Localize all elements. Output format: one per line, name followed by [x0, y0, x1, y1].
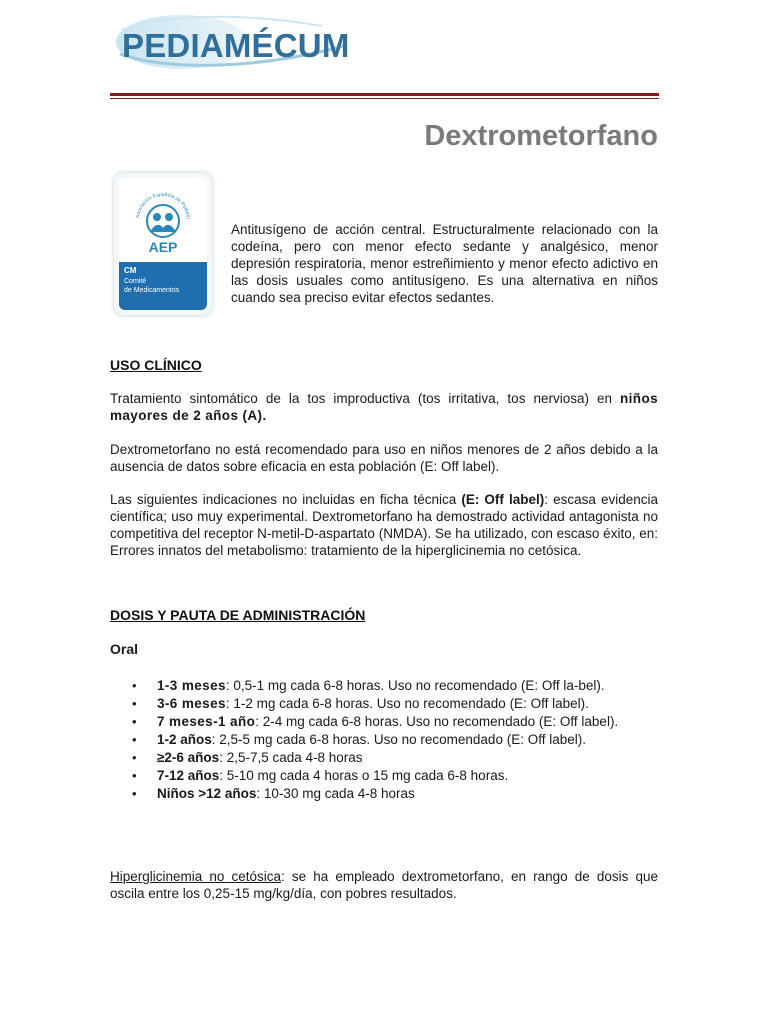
- uso-clinico-paragraph-1: [110, 390, 658, 424]
- bullet-icon: •: [132, 732, 137, 747]
- dose-age: 7-12 años: [157, 768, 220, 783]
- logo-wordmark: PEDIAMÉCUM: [122, 27, 350, 64]
- committee-line1: Comité: [124, 278, 147, 285]
- dose-list: [110, 677, 658, 803]
- bullet-icon: •: [132, 678, 137, 693]
- dose-age: ≥2-6 años: [157, 750, 220, 765]
- dose-item: [110, 749, 658, 766]
- dose-text: : 2,5-7,5 cada 4-8 horas: [219, 750, 363, 765]
- committee-band: [119, 262, 207, 310]
- aep-badge: [114, 173, 212, 315]
- pediamecum-logo: [112, 10, 357, 74]
- hiper-label: Hiperglicinemia no cetósica: [110, 869, 282, 884]
- dose-age: 1-2 años: [157, 732, 212, 747]
- uso-p3-b: : escasa evidencia científica; uso muy experimental. Dextrometorfano ha demostrado actividad antagonista no competitiva del receptor N-metil-D-aspartato (NMDA). Se ha utilizado, con escaso éxito, en: Errores innatos del metabolismo: tratamiento de la hiperglicinemia no cetósica.: [110, 492, 659, 558]
- aep-arc-text: Asociación Española de Pediatrí: [135, 191, 191, 220]
- dose-text: : 10-30 mg cada 4-8 horas: [256, 786, 415, 801]
- dose-age: Niños >12 años: [157, 786, 257, 801]
- intro-paragraph: Antitusígeno de acción central. Estructuralmente relacionado con la codeína, pero con menor efecto sedante y analgésico, menor depresión respiratoria, menor estreñimiento y menor efecto adictivo en las dosis usuales como antitusígeno. Es una alternativa en niños cuando sea preciso evitar efectos sedantes.: [231, 222, 658, 305]
- dose-text: : 5-10 mg cada 4 horas o 15 mg cada 6-8 horas.: [219, 768, 509, 783]
- uso-p3-bold: (E: Off label): [461, 492, 545, 507]
- dose-item: [110, 767, 658, 784]
- dose-age: 1-3 meses: [157, 678, 226, 693]
- dose-item: [110, 731, 658, 748]
- dose-item: [110, 713, 658, 730]
- dose-age: 7 meses-1 año: [157, 714, 256, 729]
- aep-label: AEP: [148, 239, 178, 255]
- dose-text: : 0,5-1 mg cada 6-8 horas. Uso no recomendado (E: Off la-bel).: [225, 678, 605, 693]
- drug-title: Dextrometorfano: [424, 120, 658, 152]
- hiperglicinemia-paragraph: [110, 868, 658, 902]
- uso-p1-bold: niños mayores de 2 años (A).: [110, 391, 658, 423]
- uso-p3-a: Las siguientes indicaciones no incluidas en ficha técnica: [110, 492, 462, 507]
- dose-item: [110, 785, 658, 802]
- bullet-icon: •: [132, 786, 137, 801]
- oral-label: Oral: [110, 641, 139, 657]
- dose-age: 3-6 meses: [157, 696, 226, 711]
- uso-clinico-paragraph-2: Dextrometorfano no está recomendado para uso en niños menores de 2 años debido a la ausencia de datos sobre eficacia en esta población (E: Off label).: [110, 442, 658, 474]
- bullet-icon: •: [132, 714, 137, 729]
- dose-item: [110, 677, 658, 694]
- cm-label: CM: [124, 266, 137, 275]
- dose-item: [110, 695, 658, 712]
- aep-emblem-icon: [133, 190, 193, 240]
- dose-text: : 2,5-5 mg cada 6-8 horas. Uso no recomendado (E: Off label).: [211, 732, 586, 747]
- bullet-icon: •: [132, 768, 137, 783]
- bullet-icon: •: [132, 696, 137, 711]
- bullet-icon: •: [132, 750, 137, 765]
- dose-text: : 1-2 mg cada 6-8 horas. Uso no recomendado (E: Off label).: [225, 696, 589, 711]
- section-heading-uso-clinico: USO CLÍNICO: [110, 357, 202, 373]
- hiper-text: : se ha empleado dextrometorfano, en rango de dosis que oscila entre los 0,25-15 mg/kg/día, con pobres resultados.: [110, 869, 658, 901]
- uso-clinico-paragraph-3: [110, 491, 658, 559]
- header-rule-thin: [110, 98, 659, 99]
- header-rule: [110, 93, 659, 96]
- uso-p1-text: Tratamiento sintomático de la tos improductiva (tos irritativa, tos nerviosa) en: [110, 391, 620, 406]
- section-heading-dosis: DOSIS Y PAUTA DE ADMINISTRACIÓN: [110, 607, 366, 623]
- committee-line2: de Medicamentos: [124, 287, 180, 294]
- dose-text: : 2-4 mg cada 6-8 horas. Uso no recomendado (E: Off label).: [255, 714, 619, 729]
